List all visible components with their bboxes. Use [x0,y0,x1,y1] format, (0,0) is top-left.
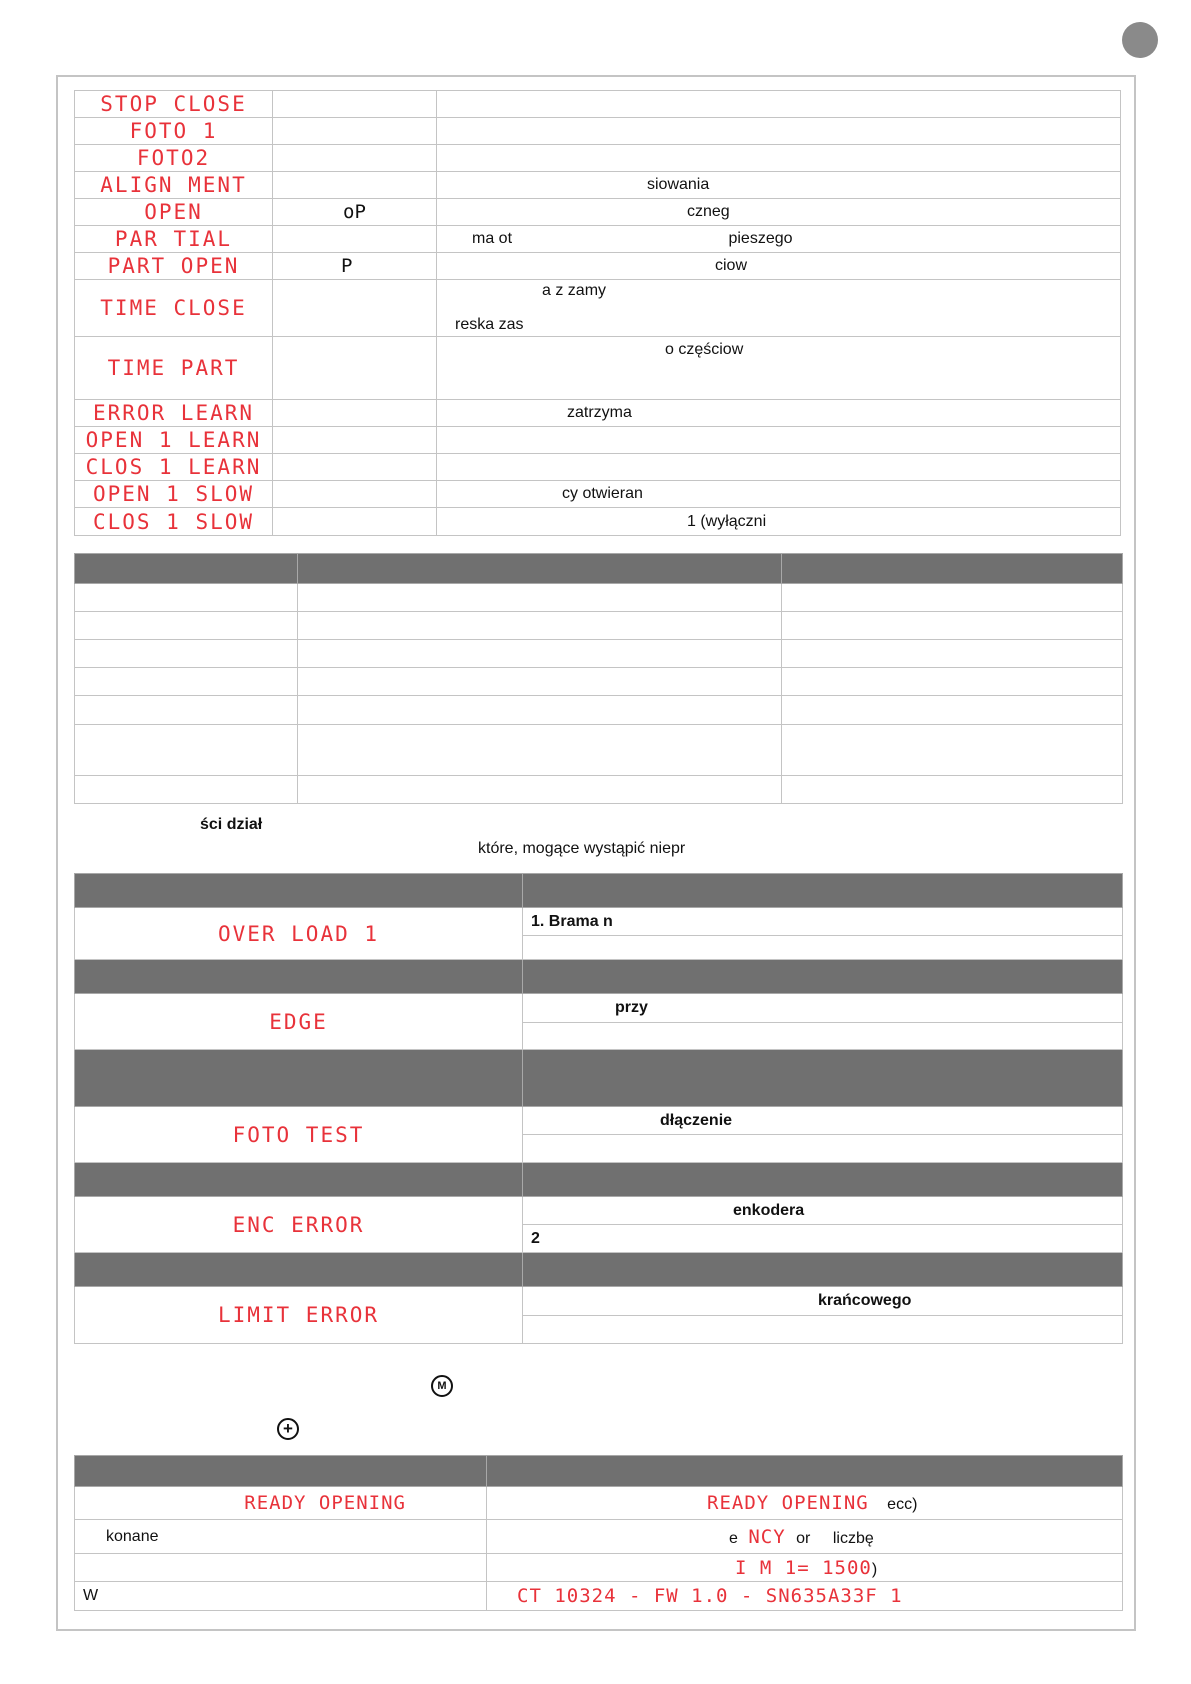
error-row [75,994,1123,1023]
table-header-row [75,1253,1123,1287]
table-row [75,725,1123,776]
display-symbol [273,337,437,400]
display-symbol [273,226,437,253]
param-description: cy otwieran [437,481,1121,508]
table-header-row [75,1163,1123,1197]
display-code: PAR TIAL [75,226,273,253]
display-code: TIME PART [75,337,273,400]
info-right [487,1520,1123,1554]
error-code: ENC ERROR [75,1197,523,1253]
table-row [75,668,1123,696]
display-symbol: P [273,253,437,280]
table-row [75,640,1123,668]
info-table [74,1455,1123,1611]
param-row [75,226,1121,253]
display-code: PART OPEN [75,253,273,280]
param-row [75,427,1121,454]
param-description-cell [437,226,1121,253]
param-row [75,400,1121,427]
table-header-row [75,1050,1123,1107]
param-description: o częściow [437,337,1121,400]
error-cause: dłączenie [523,1107,1123,1135]
empty-table [74,553,1123,804]
info-right [487,1554,1123,1582]
info-right-text: ecc) [887,1496,918,1513]
error-code: FOTO TEST [75,1107,523,1163]
errors-table [74,873,1123,1344]
display-symbol [273,145,437,172]
display-symbol [273,172,437,199]
error-remedy [523,936,1123,960]
display-symbol [273,91,437,118]
param-row [75,508,1121,536]
param-row [75,481,1121,508]
error-cause: krańcowego [523,1287,1123,1316]
error-cause: 1. Brama n [523,908,1123,936]
info-left: READY OPENING [75,1487,487,1520]
param-description-2: pieszego [728,230,793,247]
param-row [75,337,1121,400]
param-description: 1 (wyłączni [437,508,1121,536]
display-symbol [273,454,437,481]
error-cause: enkodera [523,1197,1123,1225]
table-row [75,1582,1123,1611]
display-symbol [273,118,437,145]
display-code: ERROR LEARN [75,400,273,427]
param-description: zatrzyma [437,400,1121,427]
display-code: FOTO2 [75,145,273,172]
page-number-marker [1122,22,1158,58]
table-header-row [75,960,1123,994]
display-symbol [273,481,437,508]
display-code: READY OPENING [707,1492,869,1514]
param-description: czneg [437,199,1121,226]
param-description: siowania [437,172,1121,199]
error-row [75,1107,1123,1135]
error-cause: przy [523,994,1123,1023]
info-right [487,1582,1123,1611]
display-code: OPEN 1 SLOW [75,481,273,508]
param-row [75,145,1121,172]
table-row [75,584,1123,612]
error-remedy [523,1316,1123,1344]
info-right-post: ) [871,1560,878,1578]
param-row [75,280,1121,337]
display-code: STOP CLOSE [75,91,273,118]
table-row [75,1520,1123,1554]
error-code: EDGE [75,994,523,1050]
section-heading: ści dział [200,816,263,833]
param-description: ciow [437,253,1121,280]
table-header-row [75,874,1123,908]
error-remedy [523,1135,1123,1163]
error-code: OVER LOAD 1 [75,908,523,960]
param-description [437,145,1121,172]
error-row [75,1197,1123,1225]
param-row [75,253,1121,280]
display-symbol [273,508,437,536]
param-row [75,199,1121,226]
display-symbol [273,427,437,454]
display-code: FOTO 1 [75,118,273,145]
info-right-pre: e [729,1529,738,1547]
display-code: ALIGN MENT [75,172,273,199]
error-row [75,908,1123,936]
display-code: CLOS 1 LEARN [75,454,273,481]
display-symbol: oP [273,199,437,226]
plus-button-icon: + [277,1418,299,1440]
display-code: TIME CLOSE [75,280,273,337]
param-row [75,172,1121,199]
error-code: LIMIT ERROR [75,1287,523,1344]
table-header-row [75,1456,1123,1487]
parameters-table [74,90,1121,536]
param-row [75,91,1121,118]
display-code: CLOS 1 SLOW [75,508,273,536]
display-code: CT 10324 - FW 1.0 - SN635A33F 1 [517,1585,903,1607]
param-description: ma ot [472,230,513,247]
error-remedy: 2 [523,1225,1123,1253]
table-row [75,1487,1123,1520]
param-description [437,91,1121,118]
table-header-row [75,554,1123,584]
display-code: OPEN [75,199,273,226]
error-remedy [523,1023,1123,1050]
display-code: I M 1= 1500 [735,1556,872,1579]
m-button-icon: M [431,1375,453,1397]
display-code: NCY [748,1525,786,1548]
table-row [75,776,1123,804]
param-description [437,454,1121,481]
param-description [437,118,1121,145]
info-right-post: liczbę [832,1529,874,1547]
table-row [75,696,1123,725]
param-description [437,427,1121,454]
param-row [75,118,1121,145]
table-row [75,1554,1123,1582]
error-row [75,1287,1123,1316]
param-description: a z zamy [542,282,607,299]
display-symbol [273,280,437,337]
section-intro: które, mogące wystąpić niepr [478,840,686,857]
info-right-mid: or [796,1529,811,1547]
display-code: OPEN 1 LEARN [75,427,273,454]
info-right [487,1487,1123,1520]
info-left: konane [75,1520,487,1554]
param-row [75,454,1121,481]
info-left: W [75,1582,487,1611]
param-description-2: reska zas [455,316,524,333]
display-symbol [273,400,437,427]
table-row [75,612,1123,640]
param-description-cell [437,280,1121,337]
